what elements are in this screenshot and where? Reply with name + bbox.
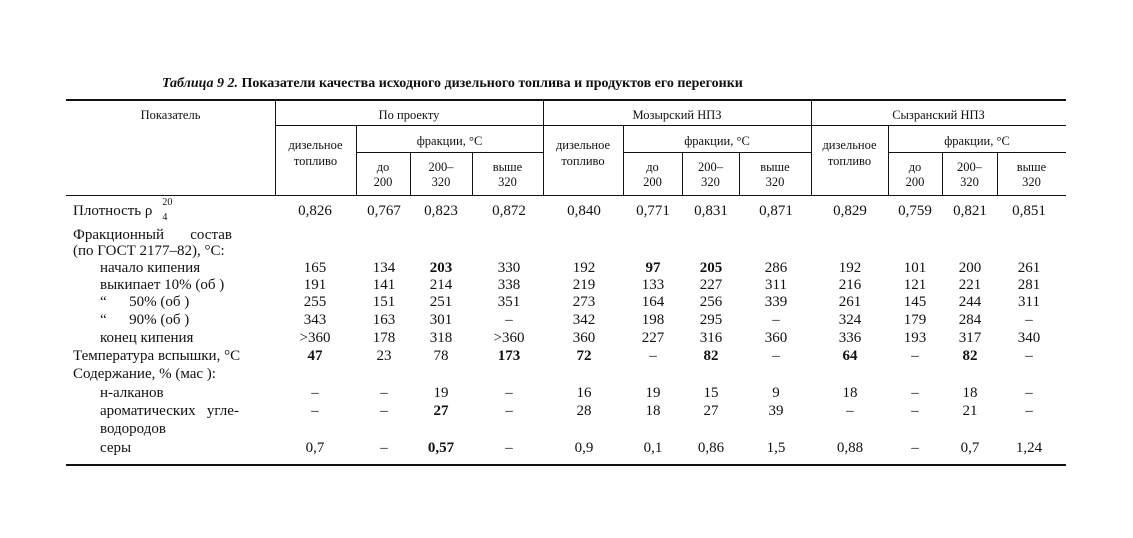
table-cell: 324 bbox=[838, 312, 862, 328]
table-cell: 151 bbox=[372, 294, 396, 310]
header-fraction-col: выше bbox=[492, 160, 523, 174]
table-cell: 316 bbox=[699, 330, 723, 346]
header-fraction-col: 320 bbox=[701, 175, 720, 189]
table-cell: 0,831 bbox=[694, 203, 728, 219]
table-cell: 178 bbox=[372, 330, 396, 346]
header-rule bbox=[66, 195, 1066, 196]
table-cell: 192 bbox=[572, 260, 596, 276]
row-label: выкипает 10% (об ) bbox=[100, 277, 225, 293]
row-label: водородов bbox=[100, 421, 166, 437]
header-diesel: дизельное bbox=[822, 138, 877, 152]
table-cell: 339 bbox=[764, 294, 788, 310]
header-group: Сызранский НПЗ bbox=[892, 108, 985, 122]
table-cell: 261 bbox=[1017, 260, 1041, 276]
table-cell: 0,1 bbox=[643, 440, 663, 456]
table-caption bbox=[162, 76, 743, 92]
header-fraction-col: до bbox=[646, 160, 659, 174]
table-cell: 317 bbox=[958, 330, 982, 346]
table-cell: 173 bbox=[497, 348, 521, 364]
table-cell: 0,821 bbox=[953, 203, 987, 219]
table-cell: – bbox=[846, 403, 854, 419]
table-cell: 0,86 bbox=[697, 440, 725, 456]
caption-text: Показатели качества исходного дизельного топлива и продуктов его перегонки bbox=[241, 76, 743, 91]
header-diesel: топливо bbox=[827, 154, 872, 168]
table-cell: – bbox=[911, 440, 919, 456]
table-cell: – bbox=[1025, 403, 1033, 419]
row-label: Содержание, % (мас ): bbox=[73, 366, 216, 382]
table-cell: 0,823 bbox=[424, 203, 458, 219]
table-cell: 1,5 bbox=[766, 440, 786, 456]
table-cell: 255 bbox=[303, 294, 327, 310]
table-cell: – bbox=[911, 385, 919, 401]
table-cell: 78 bbox=[433, 348, 449, 364]
table-cell: 133 bbox=[641, 277, 665, 293]
table-cell: 192 bbox=[838, 260, 862, 276]
header-group: Мозырский НПЗ bbox=[632, 108, 722, 122]
top-rule bbox=[66, 99, 1066, 101]
header-fraction-col: 200 bbox=[373, 175, 393, 189]
table-cell: 0,88 bbox=[836, 440, 864, 456]
table-cell: 273 bbox=[572, 294, 596, 310]
header-fraction-col: до bbox=[908, 160, 922, 174]
table-cell: 330 bbox=[497, 260, 521, 276]
table-cell: – bbox=[505, 403, 513, 419]
table-cell: 295 bbox=[699, 312, 723, 328]
table-cell: >360 bbox=[299, 330, 331, 346]
table-cell: – bbox=[911, 403, 919, 419]
table-cell: 200 bbox=[958, 260, 982, 276]
row-label: (по ГОСТ 2177–82), °С: bbox=[73, 243, 225, 259]
row-label: ароматических угле- bbox=[100, 403, 239, 419]
table-cell: 342 bbox=[572, 312, 596, 328]
table-cell: 27 bbox=[433, 403, 449, 419]
table-cell: 0,771 bbox=[636, 203, 670, 219]
header-fraction-col: 200 bbox=[905, 175, 925, 189]
table-cell: 311 bbox=[765, 277, 787, 293]
table-cell: 141 bbox=[372, 277, 396, 293]
table-cell: 16 bbox=[576, 385, 592, 401]
table-cell: 286 bbox=[764, 260, 788, 276]
table-cell: – bbox=[505, 312, 513, 328]
header-fraction-col: 320 bbox=[498, 175, 517, 189]
header-diesel: топливо bbox=[561, 154, 605, 168]
table-cell: – bbox=[649, 348, 657, 364]
header-fraction-col: 200– bbox=[698, 160, 723, 174]
table-cell: 28 bbox=[576, 403, 592, 419]
row-label: Фракционный состав bbox=[73, 227, 232, 243]
header-fractions: фракции, °С bbox=[944, 134, 1010, 148]
row-label: начало кипения bbox=[100, 260, 201, 276]
table-cell: 15 bbox=[703, 385, 719, 401]
table-cell: 311 bbox=[1018, 294, 1040, 310]
table-cell: 101 bbox=[903, 260, 927, 276]
table-cell: – bbox=[1025, 348, 1033, 364]
header-fractions: фракции, °С bbox=[684, 134, 750, 148]
table-cell: 203 bbox=[429, 260, 453, 276]
header-fraction-col: 200– bbox=[957, 160, 982, 174]
header-fraction-col: 320 bbox=[431, 175, 451, 189]
header-fraction-col: 200– bbox=[428, 160, 454, 174]
table-cell: 244 bbox=[958, 294, 982, 310]
table-cell: 0,7 bbox=[305, 440, 325, 456]
table-cell: 261 bbox=[838, 294, 862, 310]
table-cell: 340 bbox=[1017, 330, 1041, 346]
header-subrule bbox=[356, 152, 543, 153]
table-cell: – bbox=[911, 348, 919, 364]
table-cell: 19 bbox=[645, 385, 661, 401]
header-subrule bbox=[888, 152, 1066, 153]
table-cell: 134 bbox=[372, 260, 396, 276]
table-cell: 0,871 bbox=[759, 203, 793, 219]
table-cell: 27 bbox=[703, 403, 719, 419]
table-cell: 121 bbox=[903, 277, 927, 293]
table-cell: 214 bbox=[429, 277, 453, 293]
table-cell: 0,840 bbox=[567, 203, 601, 219]
table-cell: 0,872 bbox=[492, 203, 526, 219]
table-cell: 301 bbox=[429, 312, 453, 328]
density-reference: 4 bbox=[162, 212, 168, 223]
table-cell: >360 bbox=[493, 330, 525, 346]
table-cell: 0,767 bbox=[367, 203, 401, 219]
table-cell: – bbox=[380, 385, 388, 401]
table-cell: 9 bbox=[772, 385, 780, 401]
table-cell: 0,57 bbox=[427, 440, 455, 456]
header-fractions: фракции, °С bbox=[416, 134, 483, 148]
table-cell: 145 bbox=[903, 294, 927, 310]
table-cell: – bbox=[1025, 385, 1033, 401]
header-group: По проекту bbox=[378, 108, 440, 122]
table-cell: 338 bbox=[497, 277, 521, 293]
density-temperature: 20 bbox=[162, 197, 173, 208]
table-cell: 18 bbox=[842, 385, 858, 401]
table-cell: 227 bbox=[641, 330, 665, 346]
header-subrule bbox=[623, 152, 811, 153]
table-cell: 18 bbox=[962, 385, 978, 401]
table-cell: 0,851 bbox=[1012, 203, 1046, 219]
table-cell: – bbox=[311, 403, 319, 419]
table-cell: – bbox=[380, 403, 388, 419]
table-cell: 193 bbox=[903, 330, 927, 346]
table-cell: 97 bbox=[645, 260, 661, 276]
table-cell: 165 bbox=[303, 260, 327, 276]
header-indicator: Показатель bbox=[140, 108, 201, 122]
table-cell: 64 bbox=[842, 348, 858, 364]
caption-label: Таблица 9 2. bbox=[162, 76, 238, 91]
header-diesel: топливо bbox=[293, 154, 338, 168]
row-label: н-алканов bbox=[100, 385, 164, 401]
table-cell: – bbox=[772, 348, 780, 364]
table-cell: 47 bbox=[307, 348, 323, 364]
header-diesel: дизельное bbox=[288, 138, 343, 152]
table-cell: 179 bbox=[903, 312, 927, 328]
row-label: серы bbox=[100, 440, 132, 456]
header-diesel: дизельное bbox=[555, 138, 611, 152]
header-fraction-col: 320 bbox=[1022, 175, 1041, 189]
table-cell: 219 bbox=[572, 277, 596, 293]
table-cell: 163 bbox=[372, 312, 396, 328]
table-cell: 256 bbox=[699, 294, 723, 310]
row-label: конец кипения bbox=[100, 330, 194, 346]
table-cell: 23 bbox=[376, 348, 392, 364]
header-subrule bbox=[275, 125, 1066, 126]
table-cell: 318 bbox=[429, 330, 453, 346]
table-cell: 221 bbox=[958, 277, 982, 293]
table-cell: – bbox=[505, 440, 513, 456]
table-cell: 18 bbox=[645, 403, 661, 419]
table-cell: 251 bbox=[429, 294, 453, 310]
table-cell: 360 bbox=[572, 330, 596, 346]
table-cell: 205 bbox=[699, 260, 723, 276]
table-cell: – bbox=[505, 385, 513, 401]
header-fraction-col: выше bbox=[1016, 160, 1047, 174]
table-cell: 164 bbox=[641, 294, 665, 310]
table-cell: 0,826 bbox=[298, 203, 332, 219]
table-cell: 39 bbox=[768, 403, 784, 419]
table-cell: 0,829 bbox=[833, 203, 867, 219]
header-fraction-col: выше bbox=[760, 160, 790, 174]
table-cell: – bbox=[380, 440, 388, 456]
table-cell: 82 bbox=[962, 348, 978, 364]
header-fraction-col: до bbox=[376, 160, 390, 174]
table-cell: 227 bbox=[699, 277, 723, 293]
table-cell: 343 bbox=[303, 312, 327, 328]
header-fraction-col: 320 bbox=[960, 175, 979, 189]
table-cell: 351 bbox=[497, 294, 521, 310]
table-cell: 336 bbox=[838, 330, 862, 346]
table-cell: 191 bbox=[303, 277, 327, 293]
table-cell: 360 bbox=[764, 330, 788, 346]
bottom-rule bbox=[66, 464, 1066, 466]
row-label: Плотность ρ 20 4 bbox=[73, 203, 152, 220]
table-cell: 82 bbox=[703, 348, 719, 364]
table-cell: – bbox=[772, 312, 780, 328]
table-cell: – bbox=[1025, 312, 1033, 328]
table-cell: 0,7 bbox=[960, 440, 980, 456]
table-cell: 198 bbox=[641, 312, 665, 328]
table-cell: – bbox=[311, 385, 319, 401]
table-cell: 21 bbox=[962, 403, 978, 419]
table-cell: 216 bbox=[838, 277, 862, 293]
table-cell: 72 bbox=[576, 348, 592, 364]
table-cell: 0,759 bbox=[898, 203, 932, 219]
header-fraction-col: 200 bbox=[643, 175, 662, 189]
table-cell: 284 bbox=[958, 312, 982, 328]
table-cell: 0,9 bbox=[574, 440, 594, 456]
row-label: “ 50% (об ) bbox=[100, 294, 190, 310]
table-cell: 281 bbox=[1017, 277, 1041, 293]
table-cell: 19 bbox=[433, 385, 449, 401]
table-cell: 1,24 bbox=[1015, 440, 1043, 456]
row-label: “ 90% (об ) bbox=[100, 312, 190, 328]
row-label: Температура вспышки, °С bbox=[73, 348, 241, 364]
header-fraction-col: 320 bbox=[765, 175, 785, 189]
